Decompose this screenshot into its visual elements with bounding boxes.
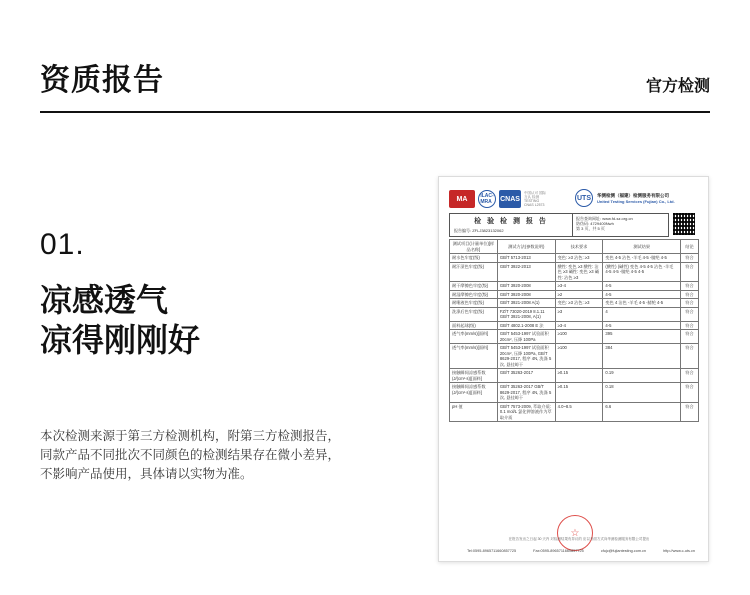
footer-tel: Tel:0595-8965711660857725 xyxy=(467,549,517,553)
table-cell: 384 xyxy=(603,344,681,369)
table-cell: ≥3-4 xyxy=(555,321,603,330)
official-stamp-icon: ☆ xyxy=(557,515,593,551)
table-cell: 0.18 xyxy=(603,383,681,403)
official-test-label: 官方检测 xyxy=(645,76,710,95)
cnas-logo: CNAS xyxy=(499,190,521,208)
table-cell: FZ/T 73020-2019 8.1.11 GB/T 3921-2008, A(1) xyxy=(497,307,555,321)
table-cell: 符合 xyxy=(681,307,699,321)
table-cell: ≥2 xyxy=(555,290,603,299)
qr-code-icon xyxy=(673,213,695,235)
table-row xyxy=(450,383,699,403)
table-cell: pH 值 xyxy=(450,402,498,422)
table-cell: 洗涤后色牢度(级) xyxy=(450,307,498,321)
table-cell: 酸性: 变色 ≥3 酸性: 沾色 ≥3 碱性: 变色 ≥3 碱性: 沾色 ≥3 xyxy=(555,262,603,282)
table-cell: 4.0~8.5 xyxy=(555,402,603,422)
report-title: 检 验 检 测 报 告 xyxy=(474,218,548,225)
table-row xyxy=(450,290,699,299)
table-cell: 符合 xyxy=(681,383,699,403)
table-cell: 接触瞬间凉感系数 (J/(cm²·s))[面料] xyxy=(450,383,498,403)
test-report-document xyxy=(438,176,709,562)
table-cell: GB/T 4802.1-2008 E 法 xyxy=(497,321,555,330)
table-cell: (酸性) (碱性) 变色 4-5 4-5 沾色 -羊毛 4-5 4-5 -腈纶 4-5 4-5 xyxy=(603,262,681,282)
report-number: 报告编号: ZFLJ3823132062 xyxy=(454,228,504,233)
description-line: 同款产品不同批次不同颜色的检测结果存在微小差异， xyxy=(40,447,341,462)
table-cell: 耐干摩擦色牢度(级) xyxy=(450,282,498,291)
table-cell: 符合 xyxy=(681,344,699,369)
table-row xyxy=(450,321,699,330)
table-cell: ≥3 xyxy=(555,307,603,321)
table-cell: 耐汗渍色牢度(级) xyxy=(450,262,498,282)
table-cell: 4-5 xyxy=(603,321,681,330)
table-cell: GB/T 5453-1997 试验面积 20cm², 压降 100Pa, GB/T 8629-2017, 程序 4N, 洗涤 5 次, 悬挂晾干 xyxy=(497,344,555,369)
table-cell: 符合 xyxy=(681,299,699,308)
table-cell: GB/T 3922-2013 xyxy=(497,262,555,282)
table-cell: 0.19 xyxy=(603,369,681,383)
table-cell: 接触瞬间凉感系数 (J/(cm²·s))[面料] xyxy=(450,369,498,383)
table-cell: 符合 xyxy=(681,262,699,282)
report-table xyxy=(449,239,699,422)
description xyxy=(40,426,370,483)
table-row xyxy=(450,299,699,308)
table-cell: GB/T 3920-2008 xyxy=(497,290,555,299)
company-name-en: United Testing Services (Fujian) Co., Ltd. xyxy=(597,198,675,204)
page-title: 资质报告 xyxy=(40,63,164,98)
table-cell: 变色 4-5 沾色 -羊毛 4-5 -腈纶 4-5 xyxy=(603,254,681,263)
column-header: 技术要求 xyxy=(555,240,603,254)
headline-line-2: 凉得刚刚好 xyxy=(40,321,201,359)
report-footer xyxy=(467,549,695,553)
table-cell: GB/T 5453-1997 试验面积 20cm², 压降 100Pa xyxy=(497,330,555,344)
footer-fax: Fax:0595-8965711660857725 xyxy=(533,549,584,553)
column-header: 测试结果 xyxy=(603,240,681,254)
table-cell: 395 xyxy=(603,330,681,344)
table-cell: 变色: ≥3 沾色: ≥3 xyxy=(555,299,603,308)
table-cell: GB/T 7573-2009, 萃取介质: 0.1 mol/L 氯化钾溶液作为萃取介质 xyxy=(497,402,555,422)
table-row xyxy=(450,307,699,321)
table-cell: 符合 xyxy=(681,321,699,330)
table-cell: GB/T 3920-2008 xyxy=(497,282,555,291)
column-header: 测试项目(计量单位)[样品名称] xyxy=(450,240,498,254)
table-cell: ≥100 xyxy=(555,344,603,369)
table-cell: 变色: ≥3 沾色: ≥3 xyxy=(555,254,603,263)
table-cell: ≥0.15 xyxy=(555,369,603,383)
table-cell: 符合 xyxy=(681,330,699,344)
table-row xyxy=(450,282,699,291)
report-info-line: 防伪码: 4729400Nwh xyxy=(576,221,614,226)
description-line: 不影响产品使用，具体请以实物为准。 xyxy=(40,466,253,481)
report-info xyxy=(573,213,669,237)
table-cell: 4-5 xyxy=(603,290,681,299)
report-title-box xyxy=(449,213,573,237)
lab-company xyxy=(575,189,675,207)
footer-email: cfujc@fujiantesting.com.cn xyxy=(600,549,647,553)
table-cell: 耐水色牢度(级) xyxy=(450,254,498,263)
certification-logos xyxy=(449,187,546,211)
report-info-line: 报告查询网址: www.fd-sz.org.cn xyxy=(576,216,633,221)
table-header-row xyxy=(450,240,699,254)
table-cell: 耐唾液色牢度(级) xyxy=(450,299,498,308)
cnas-text: 中国认可 国际互认 检测 TESTING CNAS L2573 xyxy=(524,191,546,207)
report-info-line: 第 3 页，共 5 页 xyxy=(576,226,605,231)
report-footnote: 在报告发出之日起 30 天内 对检测结果有异议的 应以书面方式向华测检测服务有限公司提出 xyxy=(508,537,650,541)
company-name-cn: 华测检测（福建）检测服务有限公司 xyxy=(597,192,669,198)
description-line: 本次检测来源于第三方检测机构，附第三方检测报告， xyxy=(40,428,341,443)
table-cell: 变色 4 沾色 -羊毛 4-5 -腈纶 4-5 xyxy=(603,299,681,308)
table-cell: 6.6 xyxy=(603,402,681,422)
table-cell: 4 xyxy=(603,307,681,321)
table-cell: 符合 xyxy=(681,402,699,422)
table-cell: GB/T 5713-2013 xyxy=(497,254,555,263)
page-header xyxy=(40,55,710,113)
table-row xyxy=(450,402,699,422)
uts-logo-icon: UTS xyxy=(575,189,593,207)
footer-website: http://www.c-uts.cn xyxy=(663,549,695,553)
table-row xyxy=(450,344,699,369)
column-header: 结论 xyxy=(681,240,699,254)
table-cell: GB/T 35263-2017 xyxy=(497,369,555,383)
ilac-logo: ILAC-MRA xyxy=(478,190,496,208)
section-headline xyxy=(40,280,200,360)
table-cell: ≥3-4 xyxy=(555,282,603,291)
table-cell: 4-5 xyxy=(603,282,681,291)
table-row xyxy=(450,369,699,383)
table-cell: 透气率(mm/s)[面料] xyxy=(450,330,498,344)
cma-logo: MA xyxy=(449,190,475,208)
table-cell: 面料起球(级) xyxy=(450,321,498,330)
table-cell: 符合 xyxy=(681,254,699,263)
table-row xyxy=(450,330,699,344)
table-cell: 符合 xyxy=(681,282,699,291)
column-header: 测试方法(参数说明) xyxy=(497,240,555,254)
table-cell: GB/T 35263-2017 GB/T 8629-2017, 程序 4N, 洗涤 5 次, 悬挂晾干 xyxy=(497,383,555,403)
table-row xyxy=(450,254,699,263)
table-cell: ≥100 xyxy=(555,330,603,344)
table-row xyxy=(450,262,699,282)
table-cell: 透气率(mm/s)[面料] xyxy=(450,344,498,369)
table-cell: ≥0.15 xyxy=(555,383,603,403)
table-cell: 符合 xyxy=(681,369,699,383)
table-cell: 符合 xyxy=(681,290,699,299)
headline-line-1: 凉感透气 xyxy=(40,281,169,319)
table-cell: GB/T 3921-2008 A(1) xyxy=(497,299,555,308)
section-number: 01. xyxy=(40,228,85,261)
table-cell: 耐湿摩擦色牢度(级) xyxy=(450,290,498,299)
